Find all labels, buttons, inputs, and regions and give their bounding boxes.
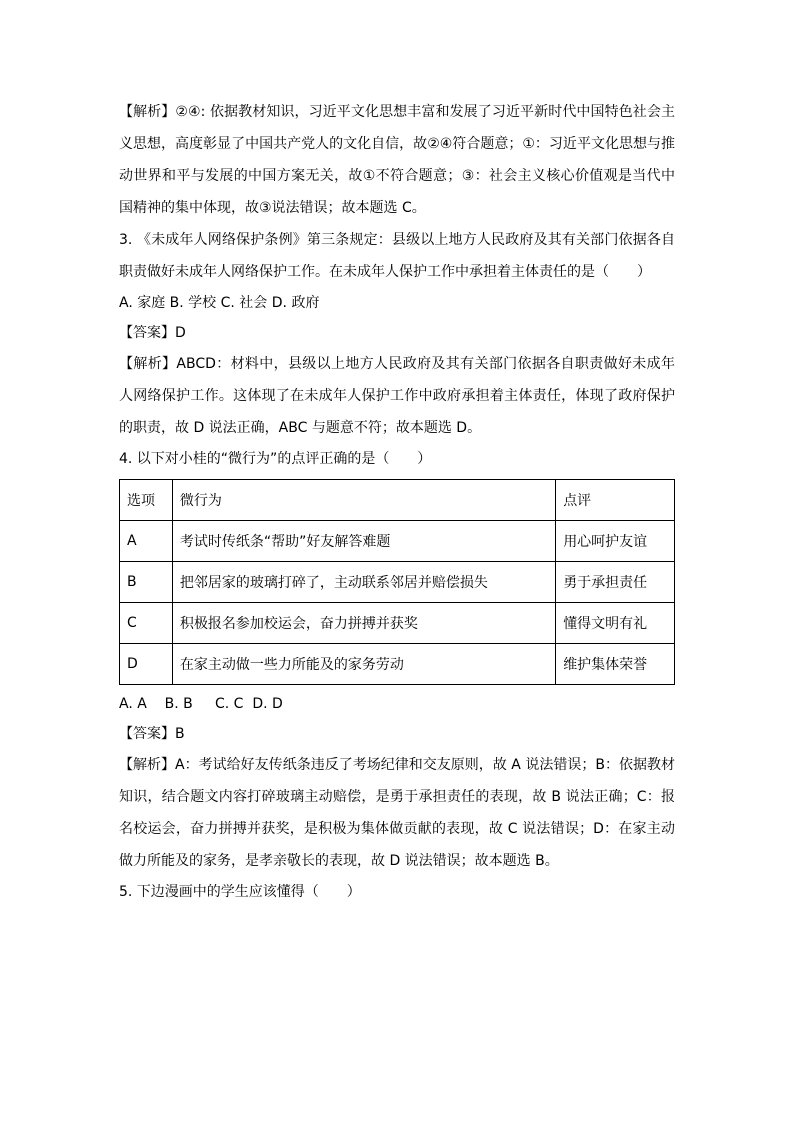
column-header: 选项: [120, 480, 173, 521]
table-cell: 把邻居家的玻璃打碎了，主动联系邻居并赔偿损失: [172, 562, 555, 603]
table-cell: 懂得文明有礼: [556, 603, 675, 644]
table-cell: B: [120, 562, 173, 603]
analysis-text: ABCD：材料中，县级以上地方人民政府及其有关部门依据各自职责做好未成年人网络保护工作。这体现了在未成年人保护工作中政府承担着主体责任，体现了政府保护的职责，故 D 说法正确，ABC 与题意不符；故本题选 D。: [119, 356, 675, 436]
analysis-text: A：考试给好友传纸条违反了考场纪律和交友原则，故 A 说法错误；B：依据教材知识，结合题文内容打碎玻璃主动赔偿，是勇于承担责任的表现，故 B 说法正确；C：报名校运会，奋力拼搏并获奖，是积极为集体做贡献的表现，故 C 说法错误；D：在家主动做力所能及的家务，是孝亲敬长的表现，故 D 说法错误；故本题选 B。: [119, 757, 675, 869]
document-page: [119, 96, 675, 907]
q4-options: A. A B. B C. C D. D: [119, 696, 283, 712]
q3-stem: 3. 《未成年人网络保护条例》第三条规定：县级以上地方人民政府及其有关部门依据各自职责做好未成年人网络保护工作。在未成年人保护工作中承担着主体责任的是（ ）: [119, 232, 675, 280]
q3-answer: [119, 318, 675, 348]
q3-analysis: [119, 348, 675, 444]
table-row: [120, 644, 675, 685]
table-cell: C: [120, 603, 173, 644]
table-row: [120, 603, 675, 644]
analysis-tag: 【解析】: [119, 104, 176, 120]
q2-analysis: [119, 96, 675, 224]
answer-value: B: [175, 726, 185, 742]
q4-answer: [119, 719, 675, 749]
table-cell: D: [120, 644, 173, 685]
column-header: 点评: [556, 480, 675, 521]
table-cell: 用心呵护友谊: [556, 521, 675, 562]
q3-options: A. 家庭 B. 学校 C. 社会 D. 政府: [119, 295, 320, 311]
table-row: [120, 562, 675, 603]
analysis-tag: 【解析】: [119, 356, 177, 372]
column-header: 微行为: [172, 480, 555, 521]
analysis-text: ②④: 依据教材知识，习近平文化思想丰富和发展了习近平新时代中国特色社会主义思想，高度彰显了中国共产党人的文化自信，故②④符合题意；①：习近平文化思想与推动世界和平与发展的中国方案无关，故①不符合题意；③：社会主义核心价值观是当代中国精神的集中体现，故③说法错误；故本题选 C。: [119, 104, 675, 216]
table-header-row: [120, 480, 675, 521]
table-cell: 考试时传纸条“帮助”好友解答难题: [172, 521, 555, 562]
table-cell: 积极报名参加校运会，奋力拼搏并获奖: [172, 603, 555, 644]
answer-tag: 【答案】: [119, 726, 175, 742]
q5-stem: 5. 下边漫画中的学生应该懂得（ ）: [119, 884, 361, 900]
answer-tag: 【答案】: [119, 325, 175, 341]
table-cell: A: [120, 521, 173, 562]
table-cell: 在家主动做一些力所能及的家务劳动: [172, 644, 555, 685]
table-row: [120, 521, 675, 562]
answer-value: D: [175, 325, 186, 341]
analysis-tag: 【解析】: [119, 757, 176, 773]
q4-options-table: [119, 479, 675, 685]
table-cell: 勇于承担责任: [556, 562, 675, 603]
table-cell: 维护集体荣誉: [556, 644, 675, 685]
q4-stem: 4. 以下对小桂的“微行为”的点评正确的是（ ）: [119, 451, 432, 467]
q4-analysis: [119, 749, 675, 877]
